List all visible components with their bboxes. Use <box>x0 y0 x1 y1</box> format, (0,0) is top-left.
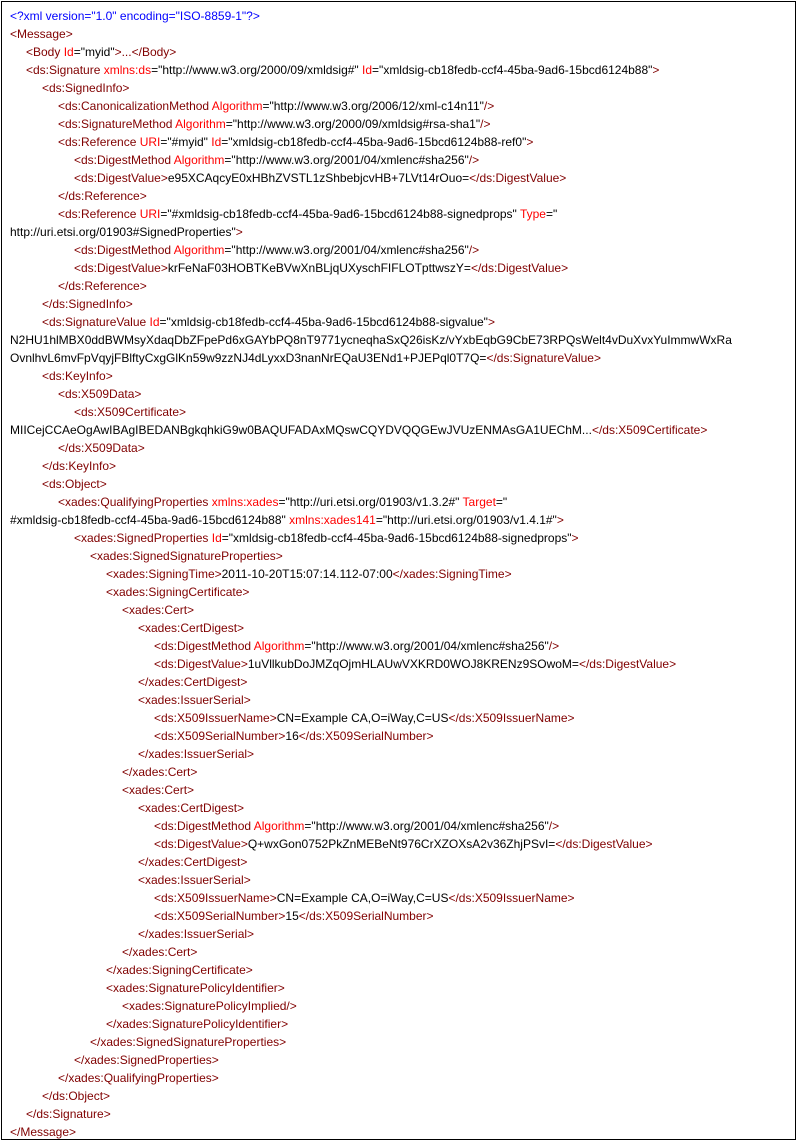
xml-token: </xades:SigningTime> <box>392 567 512 581</box>
xml-token: <xades:CertDigest> <box>138 621 245 635</box>
xml-token: ="http://www.w3.org/2006/12/xml-c14n11" <box>262 99 484 113</box>
xml-line <box>10 745 791 763</box>
xml-token: =" <box>495 495 508 509</box>
xml-token: <ds:X509Certificate> <box>74 405 187 419</box>
xml-token: Id <box>211 135 222 149</box>
xml-token: </ds:X509SerialNumber> <box>298 909 434 923</box>
xml-line <box>10 43 791 61</box>
xml-token: OvnlhvL6mvFpVqyjFBlftyCxgGlKn59w9zzNJ4dLyxxD3nanNrEQaU3ENd1+PJEPql0T7Q= <box>10 351 487 365</box>
xml-line <box>10 187 791 205</box>
xml-token: </xades:QualifyingProperties> <box>58 1071 219 1085</box>
xml-token: <xades:CertDigest> <box>138 801 245 815</box>
xml-token: <xades:SigningTime> <box>106 567 222 581</box>
xml-line <box>10 403 791 421</box>
xml-token: URI <box>139 207 161 221</box>
xml-token: <ds:SignatureMethod <box>58 117 176 131</box>
xml-token: </xades:CertDigest> <box>138 675 248 689</box>
xml-token: Id <box>63 45 74 59</box>
xml-token: <ds:DigestMethod <box>74 153 174 167</box>
xml-token: Algorithm <box>173 243 225 257</box>
xml-token: Id <box>149 315 160 329</box>
xml-line <box>10 799 791 817</box>
xml-token: Algorithm <box>253 819 305 833</box>
xml-token: </ds:Signature> <box>26 1107 111 1121</box>
xml-token: =" <box>545 207 558 221</box>
xml-line <box>10 835 791 853</box>
xml-token: ="#myid" <box>160 135 212 149</box>
xml-token: <ds:X509Data> <box>58 387 142 401</box>
xml-line <box>10 367 791 385</box>
xml-token: </xades:Cert> <box>122 765 198 779</box>
xml-token: >...</Body> <box>114 45 177 59</box>
xml-line <box>10 781 791 799</box>
xml-token: <ds:X509SerialNumber> <box>154 729 286 743</box>
xml-line <box>10 817 791 835</box>
xml-token: <ds:X509IssuerName> <box>154 891 277 905</box>
xml-token: Algorithm <box>211 99 263 113</box>
xml-line <box>10 241 791 259</box>
xml-line <box>10 133 791 151</box>
xml-token: 2011-10-20T15:07:14.112-07:00 <box>221 567 393 581</box>
xml-line <box>10 1033 791 1051</box>
xml-token: ="http://www.w3.org/2001/04/xmlenc#sha256" <box>224 153 469 167</box>
xml-line <box>10 511 791 529</box>
xml-token: </ds:SignatureValue> <box>486 351 601 365</box>
xml-token: <ds:Object> <box>42 477 107 491</box>
xml-token: /> <box>480 117 491 131</box>
xml-line <box>10 583 791 601</box>
xml-token: <Body <box>26 45 64 59</box>
xml-token: /> <box>548 639 560 653</box>
xml-token: Target <box>462 495 496 509</box>
xml-line <box>10 1105 791 1123</box>
xml-token: CN=Example CA,O=iWay,C=US <box>276 891 449 905</box>
xml-line <box>10 673 791 691</box>
xml-token: Algorithm <box>253 639 305 653</box>
xml-token: <ds:X509SerialNumber> <box>154 909 286 923</box>
xml-token: </xades:IssuerSerial> <box>138 927 255 941</box>
xml-token: ="http://www.w3.org/2000/09/xmldsig#rsa-sha1" <box>225 117 481 131</box>
xml-token: </xades:SignedProperties> <box>74 1053 219 1067</box>
xml-token: e95XCAqcyE0xHBhZVSTL1zShbebjcvHB+7LVt14rOuo= <box>167 171 470 185</box>
xml-token: N2HU1hlMBX0ddBWMsyXdaqDbZFpePd6xGAYbPQ8nT9771ycneqhaSxQ26isKz/vYxbEqbG9CbE73RPQsWelt4vDuXvxYuImmwWxRa <box>10 333 732 347</box>
xml-line <box>10 385 791 403</box>
xml-line <box>10 223 791 241</box>
xml-token: <xades:IssuerSerial> <box>138 693 251 707</box>
xml-token: <xades:SignedSignatureProperties> <box>90 549 283 563</box>
xml-token: </ds:KeyInfo> <box>42 459 117 473</box>
xml-token: </ds:X509IssuerName> <box>448 891 575 905</box>
xml-token: Algorithm <box>175 117 226 131</box>
xml-line <box>10 259 791 277</box>
xml-token: <xades:SigningCertificate> <box>106 585 250 599</box>
xml-token: </xades:IssuerSerial> <box>138 747 255 761</box>
xml-line <box>10 277 791 295</box>
xml-line <box>10 475 791 493</box>
xml-line <box>10 709 791 727</box>
xml-token: /> <box>468 153 480 167</box>
xml-token: ="http://www.w3.org/2001/04/xmlenc#sha256" <box>304 819 549 833</box>
xml-token: Algorithm <box>173 153 225 167</box>
xml-line <box>10 997 791 1015</box>
xml-line <box>10 637 791 655</box>
xml-line <box>10 763 791 781</box>
xml-token: <ds:CanonicalizationMethod <box>58 99 212 113</box>
xml-token: ="http://www.w3.org/2001/04/xmlenc#sha256" <box>224 243 469 257</box>
xml-line <box>10 889 791 907</box>
xml-token: </xades:CertDigest> <box>138 855 248 869</box>
xml-token: CN=Example CA,O=iWay,C=US <box>276 711 449 725</box>
xml-line <box>10 907 791 925</box>
xml-token: <Message> <box>10 27 73 41</box>
xml-line <box>10 1069 791 1087</box>
xml-line <box>10 853 791 871</box>
xml-token: xmlns:xades141 <box>289 513 376 527</box>
xml-token: <ds:SignedInfo> <box>42 81 130 95</box>
xml-line <box>10 691 791 709</box>
xml-token: </ds:Reference> <box>58 189 147 203</box>
xml-token: #xmldsig-cb18fedb-ccf4-45ba-9ad6-15bcd6124b88" <box>10 513 290 527</box>
xml-token: </xades:SignaturePolicyIdentifier> <box>106 1017 289 1031</box>
xml-token: ="http://uri.etsi.org/01903/v1.4.1#" <box>375 513 557 527</box>
xml-token: xmlns:ds <box>103 63 152 77</box>
xml-token: </ds:SignedInfo> <box>42 297 133 311</box>
xml-viewer-frame <box>1 1 796 1140</box>
xml-line <box>10 421 791 439</box>
xml-line <box>10 565 791 583</box>
xml-token: http://uri.etsi.org/01903#SignedProperties" <box>10 225 236 239</box>
xml-token: ="myid" <box>73 45 115 59</box>
xml-token: <ds:DigestValue> <box>74 261 168 275</box>
xml-line <box>10 1087 791 1105</box>
xml-document <box>10 7 791 1141</box>
xml-line <box>10 871 791 889</box>
xml-token: ="http://uri.etsi.org/01903/v1.3.2#" <box>278 495 463 509</box>
xml-token: </ds:DigestValue> <box>578 657 677 671</box>
xml-token: <xades:SignedProperties <box>74 531 212 545</box>
xml-line <box>10 151 791 169</box>
xml-line <box>10 313 791 331</box>
xml-token: <xades:Cert> <box>122 783 195 797</box>
xml-line <box>10 97 791 115</box>
xml-line <box>10 115 791 133</box>
xml-token: <ds:SignatureValue <box>42 315 150 329</box>
xml-token: <ds:DigestValue> <box>154 657 248 671</box>
xml-line <box>10 7 791 25</box>
xml-token: <?xml version="1.0" encoding="ISO-8859-1"?> <box>10 9 260 23</box>
xml-token: </ds:Reference> <box>58 279 147 293</box>
xml-token: <ds:DigestMethod <box>154 819 254 833</box>
xml-token: Q+wxGon0752PkZnMEBeNt976CrXZOXsA2v36ZhjPSvI= <box>247 837 556 851</box>
xml-token: xmlns:xades <box>211 495 279 509</box>
xml-token: MIICejCCAeOgAwIBAgIBEDANBgkqhkiG9w0BAQUFADAxMQswCQYDVQQGEwJVUzENMAsGA1UEChM... <box>10 423 592 437</box>
xml-token: <ds:DigestMethod <box>74 243 174 257</box>
xml-token: <ds:Signature <box>26 63 104 77</box>
xml-token: > <box>526 135 534 149</box>
xml-line <box>10 349 791 367</box>
xml-token: ="xmldsig-cb18fedb-ccf4-45ba-9ad6-15bcd6124b88" <box>372 63 653 77</box>
xml-line <box>10 943 791 961</box>
xml-token: > <box>487 315 495 329</box>
xml-token: </Message> <box>10 1125 77 1139</box>
xml-token: </ds:Object> <box>42 1089 111 1103</box>
xml-line <box>10 979 791 997</box>
xml-token: <ds:DigestMethod <box>154 639 254 653</box>
xml-token: </ds:DigestValue> <box>470 261 569 275</box>
xml-line <box>10 1015 791 1033</box>
xml-line <box>10 61 791 79</box>
xml-token: </ds:X509Certificate> <box>591 423 708 437</box>
xml-token: > <box>571 531 579 545</box>
xml-token: krFeNaF03HOBTKeBVwXnBLjqUXyschFIFLOTpttwszY= <box>167 261 471 275</box>
xml-line <box>10 1123 791 1141</box>
xml-line <box>10 295 791 313</box>
xml-line <box>10 547 791 565</box>
xml-line <box>10 25 791 43</box>
xml-line <box>10 961 791 979</box>
xml-line <box>10 925 791 943</box>
xml-token: <xades:SignaturePolicyImplied/> <box>122 999 297 1013</box>
xml-token: <xades:SignaturePolicyIdentifier> <box>106 981 285 995</box>
xml-token: /> <box>548 819 560 833</box>
xml-token: 15 <box>285 909 299 923</box>
xml-token: > <box>652 63 660 77</box>
xml-token: <ds:KeyInfo> <box>42 369 113 383</box>
xml-token: <xades:Cert> <box>122 603 195 617</box>
xml-token: <ds:Reference <box>58 207 140 221</box>
xml-line <box>10 205 791 223</box>
xml-token: </ds:X509IssuerName> <box>448 711 575 725</box>
xml-token: <xades:IssuerSerial> <box>138 873 251 887</box>
xml-token: <ds:DigestValue> <box>154 837 248 851</box>
xml-line <box>10 439 791 457</box>
xml-line <box>10 169 791 187</box>
xml-token: </ds:DigestValue> <box>469 171 567 185</box>
xml-token: /> <box>483 99 495 113</box>
xml-line <box>10 79 791 97</box>
xml-token: > <box>235 225 243 239</box>
xml-token: <ds:X509IssuerName> <box>154 711 277 725</box>
xml-token: 16 <box>285 729 299 743</box>
xml-line <box>10 601 791 619</box>
xml-line <box>10 727 791 745</box>
xml-token: </xades:SigningCertificate> <box>106 963 253 977</box>
xml-token: </xades:SignedSignatureProperties> <box>90 1035 287 1049</box>
xml-token: ="xmldsig-cb18fedb-ccf4-45ba-9ad6-15bcd6124b88-sigvalue" <box>159 315 488 329</box>
xml-line <box>10 493 791 511</box>
xml-token: > <box>556 513 564 527</box>
xml-line <box>10 457 791 475</box>
xml-token: Type <box>519 207 546 221</box>
xml-token: ="http://www.w3.org/2000/09/xmldsig#" <box>151 63 363 77</box>
xml-line <box>10 619 791 637</box>
xml-token: ="#xmldsig-cb18fedb-ccf4-45ba-9ad6-15bcd6124b88-signedprops" <box>160 207 520 221</box>
xml-token: </ds:X509Data> <box>58 441 145 455</box>
xml-token: ="xmldsig-cb18fedb-ccf4-45ba-9ad6-15bcd6124b88-ref0" <box>221 135 527 149</box>
xml-token: </ds:X509SerialNumber> <box>298 729 434 743</box>
xml-token: </xades:Cert> <box>122 945 198 959</box>
xml-line <box>10 1051 791 1069</box>
xml-token: </ds:DigestValue> <box>555 837 653 851</box>
xml-line <box>10 529 791 547</box>
xml-token: 1uVllkubDoJMZqOjmHLAUwVXKRD0WOJ8KRENz9SOwoM= <box>247 657 579 671</box>
xml-token: ="xmldsig-cb18fedb-ccf4-45ba-9ad6-15bcd6124b88-signedprops" <box>221 531 572 545</box>
xml-token: <xades:QualifyingProperties <box>58 495 212 509</box>
xml-token: <ds:Reference <box>58 135 140 149</box>
xml-token: <ds:DigestValue> <box>74 171 168 185</box>
xml-line <box>10 655 791 673</box>
xml-token: Id <box>362 63 373 77</box>
xml-token: ="http://www.w3.org/2001/04/xmlenc#sha256" <box>304 639 549 653</box>
xml-token: Id <box>211 531 222 545</box>
xml-line <box>10 331 791 349</box>
xml-token: URI <box>139 135 161 149</box>
xml-token: /> <box>468 243 480 257</box>
